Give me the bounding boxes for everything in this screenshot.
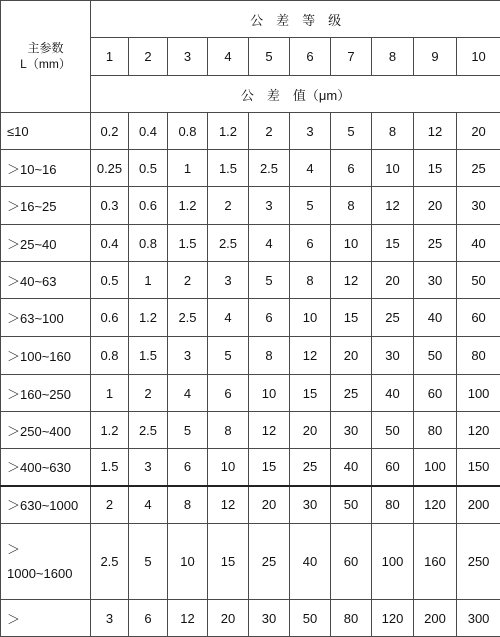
value-cell: 20 [290,412,331,449]
value-cell: 2.5 [168,299,208,337]
value-cell: 0.8 [91,337,129,375]
value-cell: 30 [457,187,500,225]
value-cell: 50 [457,262,500,299]
value-cell: 250 [457,524,500,600]
value-cell: 0.5 [91,262,129,299]
value-cell: 0.8 [168,113,208,150]
value-cell: 1.2 [168,187,208,225]
range-cell: ＞400~630 [1,449,91,486]
value-cell: 4 [129,486,168,524]
value-cell: 100 [372,524,414,600]
grade-header: 6 [290,38,331,76]
value-cell: 5 [168,412,208,449]
grade-header: 2 [129,38,168,76]
value-cell: 50 [372,412,414,449]
table-row [1,225,500,262]
value-cell: 3 [91,600,129,637]
value-cell: 0.4 [91,225,129,262]
value-cell: 15 [249,449,290,486]
range-cell: ＞100~160 [1,337,91,375]
value-cell: 15 [331,299,372,337]
value-cell: 12 [208,486,249,524]
value-cell: 1.2 [91,412,129,449]
value-cell: 15 [372,225,414,262]
value-cell: 12 [249,412,290,449]
range-cell: ＞250~400 [1,412,91,449]
range-line: 1000~1600 [7,562,90,585]
value-cell: 4 [249,225,290,262]
value-cell: 120 [372,600,414,637]
value-cell: 40 [414,299,457,337]
value-cell: 8 [168,486,208,524]
value-cell: 2 [249,113,290,150]
value-cell: 25 [249,524,290,600]
value-cell: 1.5 [129,337,168,375]
value-cell: 0.8 [129,225,168,262]
header-row-grade-title [1,1,500,38]
value-cell: 2.5 [129,412,168,449]
value-cell: 3 [168,337,208,375]
value-cell: 6 [290,225,331,262]
value-cell: 0.5 [129,150,168,187]
table-row [1,412,500,449]
value-cell: 1.5 [168,225,208,262]
value-cell: 6 [168,449,208,486]
value-cell: 1 [168,150,208,187]
value-cell: 120 [457,412,500,449]
range-cell: ≤10 [1,113,91,150]
value-cell: 60 [331,524,372,600]
value-cell: 80 [331,600,372,637]
value-cell: 80 [414,412,457,449]
value-cell: 12 [331,262,372,299]
value-cell: 12 [290,337,331,375]
table-row [1,150,500,187]
value-cell: 1.2 [208,113,249,150]
range-cell: ＞40~63 [1,262,91,299]
value-cell: 40 [457,225,500,262]
value-cell: 25 [457,150,500,187]
grade-header: 1 [91,38,129,76]
value-cell: 10 [249,375,290,412]
range-cell [1,524,91,600]
value-cell: 0.4 [129,113,168,150]
value-cell: 10 [331,225,372,262]
table-row [1,299,500,337]
grade-header: 4 [208,38,249,76]
value-cell: 4 [208,299,249,337]
value-cell: 120 [414,486,457,524]
value-cell: 6 [129,600,168,637]
parameter-title: 主参数 [1,41,90,57]
value-cell: 25 [290,449,331,486]
range-cell: ＞ [1,600,91,637]
value-cell: 20 [457,113,500,150]
range-cell: ＞63~100 [1,299,91,337]
value-cell: 10 [168,524,208,600]
grade-header: 10 [457,38,500,76]
value-cell: 5 [208,337,249,375]
value-cell: 0.6 [129,187,168,225]
parameter-unit: L（mm） [1,57,90,73]
value-cell: 50 [414,337,457,375]
range-cell: ＞25~40 [1,225,91,262]
range-cell: ＞10~16 [1,150,91,187]
tolerance-grade-title: 公 差 等 级 [91,1,500,38]
range-line: ＞ [7,538,90,561]
value-cell: 15 [290,375,331,412]
value-cell: 2 [208,187,249,225]
value-cell: 40 [331,449,372,486]
value-cell: 12 [168,600,208,637]
range-cell: ＞16~25 [1,187,91,225]
tolerance-value-title: 公 差 值（μm） [91,76,500,113]
table-row [1,187,500,225]
value-cell: 1.5 [91,449,129,486]
value-cell: 8 [372,113,414,150]
table-row [1,449,500,486]
value-cell: 1.2 [129,299,168,337]
value-cell: 4 [168,375,208,412]
value-cell: 60 [457,299,500,337]
value-cell: 200 [457,486,500,524]
value-cell: 3 [129,449,168,486]
range-cell: ＞630~1000 [1,486,91,524]
value-cell: 20 [331,337,372,375]
value-cell: 50 [290,600,331,637]
value-cell: 2.5 [208,225,249,262]
value-cell: 6 [249,299,290,337]
value-cell: 8 [331,187,372,225]
value-cell: 60 [372,449,414,486]
value-cell: 40 [290,524,331,600]
value-cell: 10 [372,150,414,187]
value-cell: 150 [457,449,500,486]
value-cell: 3 [249,187,290,225]
value-cell: 6 [331,150,372,187]
value-cell: 8 [208,412,249,449]
value-cell: 100 [457,375,500,412]
value-cell: 30 [414,262,457,299]
value-cell: 0.25 [91,150,129,187]
grade-header: 5 [249,38,290,76]
value-cell: 8 [249,337,290,375]
value-cell: 1.5 [208,150,249,187]
value-cell: 4 [290,150,331,187]
value-cell: 10 [290,299,331,337]
value-cell: 30 [331,412,372,449]
value-cell: 0.6 [91,299,129,337]
value-cell: 20 [208,600,249,637]
range-cell: ＞160~250 [1,375,91,412]
value-cell: 60 [414,375,457,412]
value-cell: 100 [414,449,457,486]
value-cell: 5 [129,524,168,600]
value-cell: 1 [91,375,129,412]
table-row [1,337,500,375]
value-cell: 200 [414,600,457,637]
value-cell: 20 [249,486,290,524]
value-cell: 50 [331,486,372,524]
value-cell: 1 [129,262,168,299]
value-cell: 30 [372,337,414,375]
table-row [1,113,500,150]
value-cell: 2 [91,486,129,524]
value-cell: 8 [290,262,331,299]
table-row [1,375,500,412]
value-cell: 80 [457,337,500,375]
value-cell: 3 [290,113,331,150]
value-cell: 25 [414,225,457,262]
table-row [1,262,500,299]
value-cell: 15 [208,524,249,600]
value-cell: 25 [331,375,372,412]
value-cell: 10 [208,449,249,486]
value-cell: 0.2 [91,113,129,150]
value-cell: 15 [414,150,457,187]
grade-header: 3 [168,38,208,76]
value-cell: 2.5 [91,524,129,600]
grade-header: 8 [372,38,414,76]
value-cell: 2 [168,262,208,299]
value-cell: 12 [414,113,457,150]
value-cell: 2.5 [249,150,290,187]
grade-header: 7 [331,38,372,76]
value-cell: 5 [331,113,372,150]
value-cell: 0.3 [91,187,129,225]
value-cell: 300 [457,600,500,637]
value-cell: 30 [249,600,290,637]
value-cell: 80 [372,486,414,524]
table-row [1,486,500,524]
parameter-header-cell [1,1,91,113]
value-cell: 12 [372,187,414,225]
value-cell: 5 [249,262,290,299]
value-cell: 3 [208,262,249,299]
value-cell: 20 [414,187,457,225]
grade-header: 9 [414,38,457,76]
value-cell: 6 [208,375,249,412]
value-cell: 40 [372,375,414,412]
value-cell: 2 [129,375,168,412]
table-row [1,524,500,600]
value-cell: 30 [290,486,331,524]
value-cell: 160 [414,524,457,600]
value-cell: 5 [290,187,331,225]
value-cell: 25 [372,299,414,337]
value-cell: 20 [372,262,414,299]
